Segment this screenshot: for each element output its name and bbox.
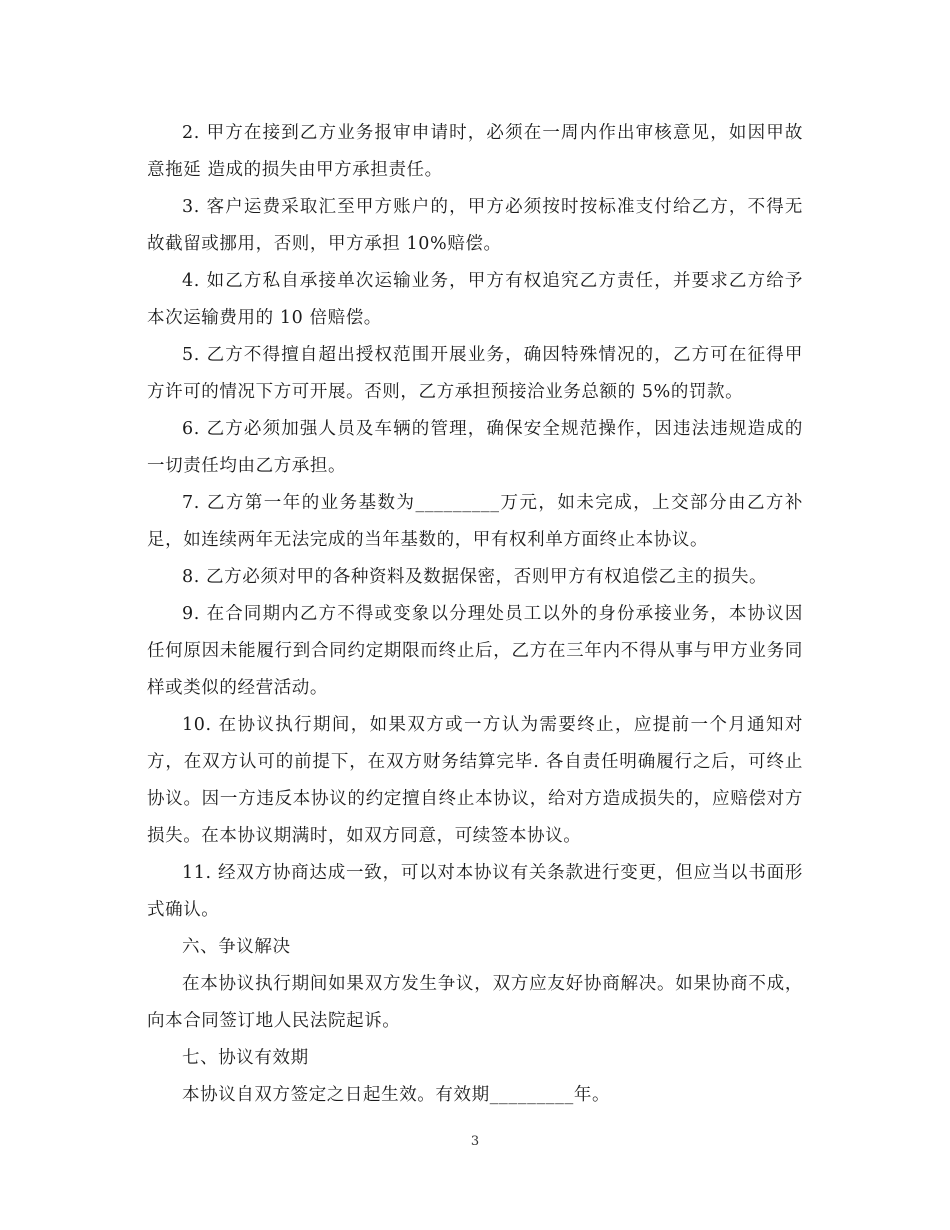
- clause-3: 3. 客户运费采取汇至甲方账户的，甲方必须按时按标准支付给乙方，不得无故截留或挪用，否则，甲方承担 10%赔偿。: [147, 197, 803, 254]
- document-body: [147, 115, 803, 1114]
- clause-6: 6. 乙方必须加强人员及车辆的管理，确保安全规范操作，因违法违规造成的一切责任均由乙方承担。: [147, 419, 803, 476]
- clause-2: 2. 甲方在接到乙方业务报审申请时，必须在一周内作出审核意见，如因甲故意拖延 造成的损失由甲方承担责任。: [147, 123, 803, 180]
- clause-5: 5. 乙方不得擅自超出授权范围开展业务，确因特殊情况的，乙方可在征得甲方许可的情况下方可开展。否则，乙方承担预接洽业务总额的 5%的罚款。: [147, 345, 803, 402]
- section-heading-dispute: 六、争议解决: [182, 937, 291, 957]
- section-heading-validity: 七、协议有效期: [182, 1048, 309, 1068]
- clause-9: 9. 在合同期内乙方不得或变象以分理处员工以外的身份承接业务，本协议因任何原因未能履行到合同约定期限而终止后，乙方在三年内不得从事与甲方业务同样或类似的经营活动。: [147, 604, 803, 698]
- clause-7: 7. 乙方第一年的业务基数为_________万元，如未完成，上交部分由乙方补足，如连续两年无法完成的当年基数的，甲有权利单方面终止本协议。: [147, 493, 803, 550]
- clause-8: 8. 乙方必须对甲的各种资料及数据保密，否则甲方有权追偿乙主的损失。: [182, 567, 768, 587]
- clause-10: 10. 在协议执行期间，如果双方或一方认为需要终止，应提前一个月通知对方，在双方认可的前提下，在双方财务结算完毕. 各自责任明确履行之后，可终止协议。因一方违反本协议的约定擅自终止本协议，给对方造成损失的，应赔偿对方损失。在本协议期满时，如双方同意，可续签本协议。: [147, 715, 803, 846]
- dispute-resolution-text: 在本协议执行期间如果双方发生争议，双方应友好协商解决。如果协商不成，向本合同签订地人民法院起诉。: [147, 974, 803, 1031]
- validity-text: 本协议自双方签定之日起生效。有效期_________年。: [182, 1085, 611, 1105]
- clause-4: 4. 如乙方私自承接单次运输业务，甲方有权追究乙方责任，并要求乙方给予本次运输费用的 10 倍赔偿。: [147, 271, 803, 328]
- page-number: 3: [470, 1134, 480, 1149]
- clause-11: 11. 经双方协商达成一致，可以对本协议有关条款进行变更，但应当以书面形式确认。: [147, 863, 803, 920]
